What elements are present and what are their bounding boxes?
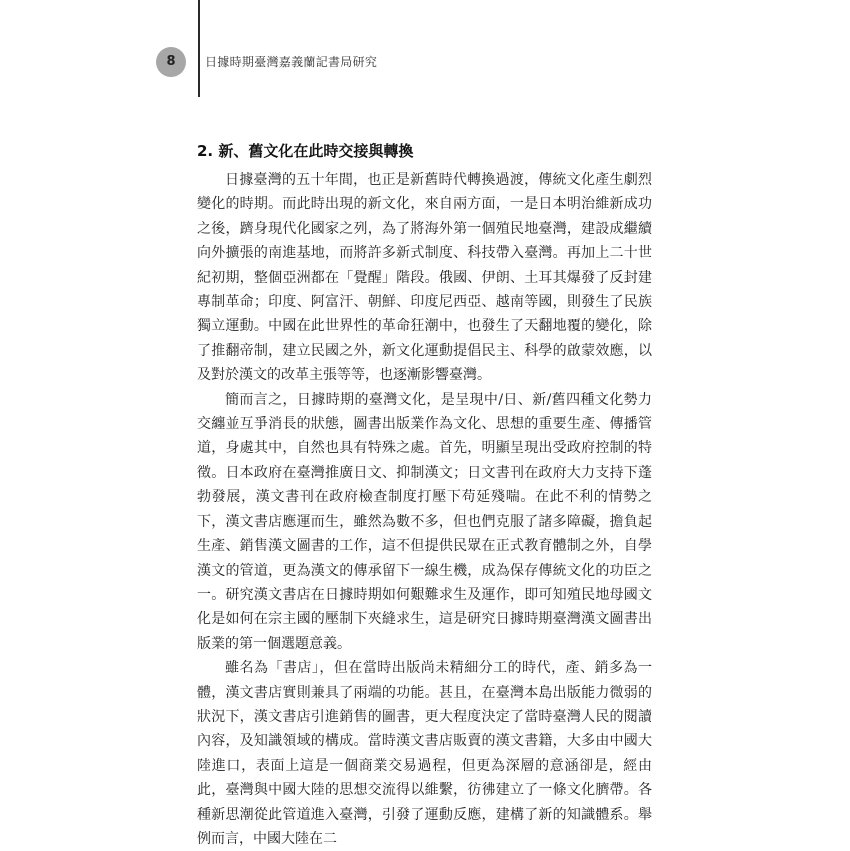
page-content	[197, 140, 652, 851]
section-title: 2. 新、舊文化在此時交接與轉換	[197, 142, 414, 160]
paragraph-1: 日據臺灣的五十年間，也正是新舊時代轉換過渡，傳統文化產生劇烈變化的時期。而此時出現的新文化，來自兩方面，一是日本明治維新成功之後，躋身現代化國家之列，為了將海外第一個殖民地臺灣，建設成繼續向外擴張的南進基地，而將許多新式制度、科技帶入臺灣。再加上二十世紀初期，整個亞洲都在「覺醒」階段。俄國、伊朗、土耳其爆發了反封建專制革命；印度、阿富汗、朝鮮、印度尼西亞、越南等國，則發生了民族獨立運動。中國在此世界性的革命狂潮中，也發生了天翻地覆的變化，除了推翻帝制，建立民國之外，新文化運動提倡民主、科學的啟蒙效應，以及對於漢文的改革主張等等，也逐漸影響臺灣。	[197, 172, 652, 384]
paragraph-2: 簡而言之，日據時期的臺灣文化，是呈現中/日、新/舊四種文化勢力交纏並互爭消長的狀態，圖書出版業作為文化、思想的重要生產、傳播管道，身處其中，自然也具有特殊之處。首先，明顯呈現出受政府控制的特徵。日本政府在臺灣推廣日文、抑制漢文；日文書刊在政府大力支持下蓬勃發展，漢文書刊在政府檢查制度打壓下苟延殘喘。在此不利的情勢之下，漢文書店應運而生，雖然為數不多，但也們克服了諸多障礙，擔負起生產、銷售漢文圖書的工作，這不但提供民眾在正式教育體制之外，自學漢文的管道，更為漢文的傳承留下一線生機，成為保存傳統文化的功臣之一。研究漢文書店在日據時期如何艱難求生及運作，即可知殖民地母國文化是如何在宗主國的壓制下夾縫求生，這是研究日據時期臺灣漢文圖書出版業的第一個選題意義。	[197, 391, 652, 652]
header-divider	[198, 0, 200, 97]
paragraph-3: 雖名為「書店」，但在當時出版尚未精細分工的時代，產、銷多為一體，漢文書店實則兼具了兩端的功能。甚且，在臺灣本島出版能力微弱的狀況下，漢文書店引進銷售的圖書，更大程度決定了當時臺灣人民的閱讀內容，及知識領域的構成。當時漢文書店販賣的漢文書籍，大多由中國大陸進口，表面上這是一個商業交易過程，但更為深層的意涵卻是，經由此，臺灣與中國大陸的思想交流得以維繫，彷彿建立了一條文化臍帶。各種新思潮從此管道進入臺灣，引發了運動反應，建構了新的知識體系。舉例而言，中國大陸在二	[197, 660, 652, 847]
running-title: 日據時期臺灣嘉義蘭記書局研究	[205, 55, 378, 69]
page-number-badge: 8	[156, 47, 186, 77]
